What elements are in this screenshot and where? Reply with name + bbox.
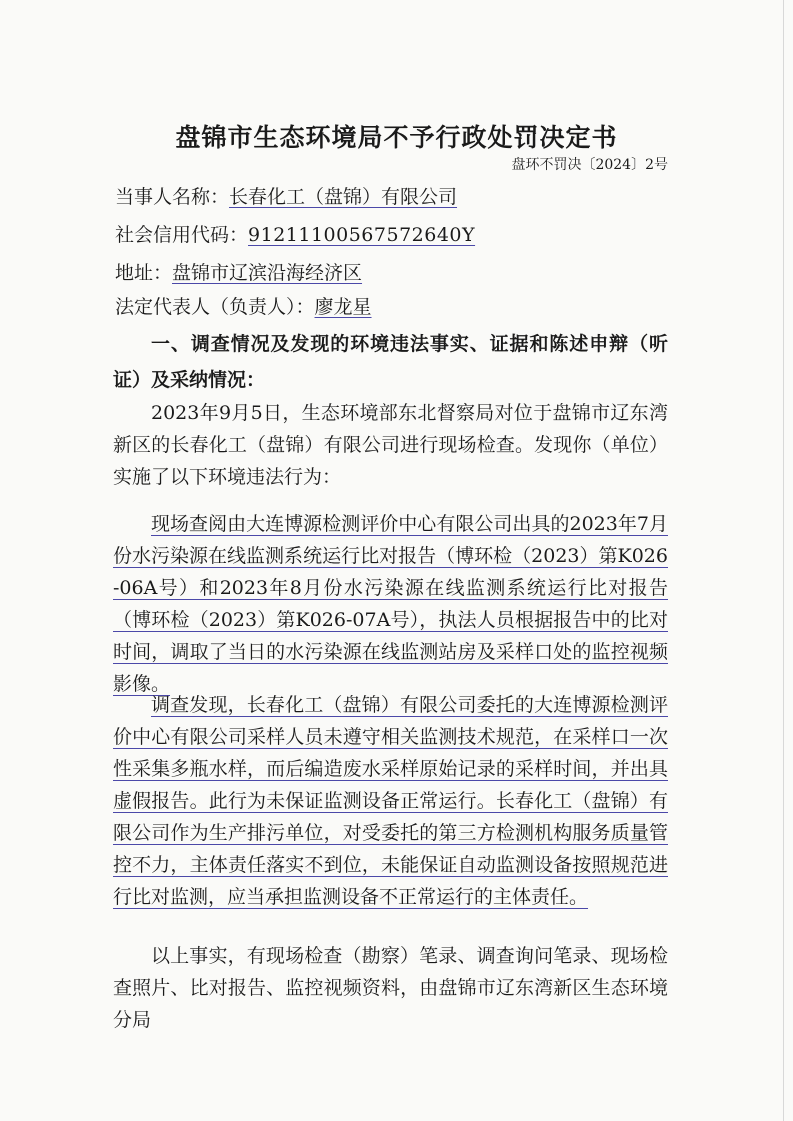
credit-code-row bbox=[115, 220, 475, 247]
party-name-value: 长春化工（盘锦）有限公司 bbox=[229, 186, 458, 208]
address-value: 盘锦市辽滨沿海经济区 bbox=[172, 262, 363, 284]
representative-value: 廖龙星 bbox=[314, 296, 372, 318]
paragraph-inspection: 2023年9月5日，生态环境部东北督察局对位于盘锦市辽东湾新区的长春化工（盘锦）有限公司进行现场检查。发现你（单位）实施了以下环境违法行为： bbox=[113, 402, 668, 488]
party-name-row bbox=[115, 182, 457, 209]
document-number: 盘环不罚决〔2024〕2号 bbox=[511, 157, 668, 173]
address-row bbox=[115, 258, 362, 285]
credit-code-label: 社会信用代码： bbox=[115, 224, 249, 246]
representative-row bbox=[115, 292, 372, 319]
paragraph-reports: 现场查阅由大连博源检测评价中心有限公司出具的2023年7月份水污染源在线监测系统运行比对报告（博环检（2023）第K026-06A号）和2023年8月份水污染源在线监测系统运行比对报告（博环检（2023）第K026-07A号），执法人员根据报告中的比对时间，调取了当日的水污染源在线监测站房及采样口处的监控视频影像。 bbox=[113, 513, 668, 695]
section-heading-1: 一、调查情况及发现的环境违法事实、证据和陈述申辩（听证）及采纳情况： bbox=[113, 333, 668, 391]
address-label: 地址： bbox=[115, 262, 173, 284]
paragraph-findings: 调查发现，长春化工（盘锦）有限公司委托的大连博源检测评价中心有限公司采样人员未遵守相关监测技术规范，在采样口一次性采集多瓶水样，而后编造废水采样原始记录的采样时间，并出具虚假报告。此行为未保证监测设备正常运行。长春化工（盘锦）有限公司作为生产排污单位，对受委托的第三方检测机构服务质量管控不力，主体责任落实不到位，未能保证自动监测设备按照规范进行比对监测，应当承担监测设备不正常运行的主体责任。 bbox=[113, 694, 668, 908]
document-title: 盘锦市生态环境局不予行政处罚决定书 bbox=[175, 123, 618, 152]
party-name-label: 当事人名称： bbox=[115, 186, 230, 208]
paragraph-evidence: 以上事实，有现场检查（勘察）笔录、调查询问笔录、现场检查照片、比对报告、监控视频资料，由盘锦市辽东湾新区生态环境分局 bbox=[113, 945, 668, 1031]
credit-code-value: 91211100567572640Y bbox=[248, 224, 476, 246]
representative-label: 法定代表人（负责人）： bbox=[115, 296, 315, 318]
scan-edge-line bbox=[783, 0, 784, 1121]
